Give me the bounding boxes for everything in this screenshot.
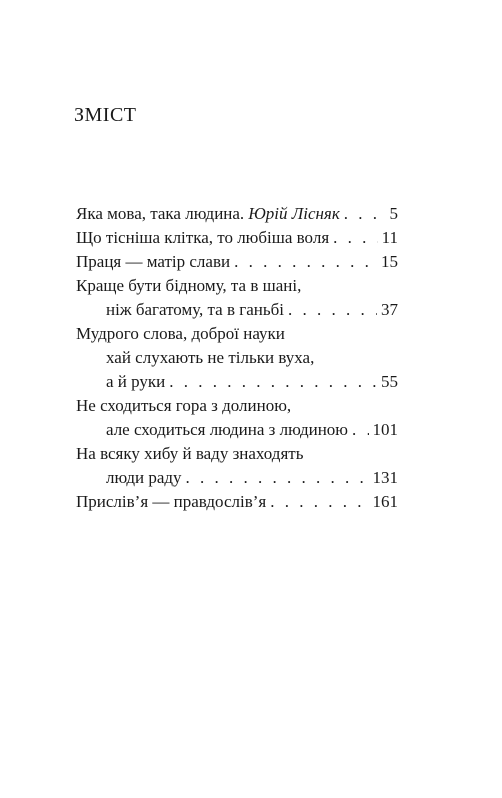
toc-entry-title: Не сходиться гора з долиною,	[76, 396, 292, 415]
toc-entry-title-continued: але сходиться людина з людиною	[106, 420, 348, 439]
toc-entry-author: Юрій Лісняк	[248, 204, 340, 223]
toc-entry-title: Мудрого слова, доброї науки	[76, 324, 285, 343]
toc-entry-page: 161	[372, 492, 398, 511]
toc-entry[interactable]	[76, 322, 398, 346]
toc-entry-continuation[interactable]	[76, 346, 398, 370]
dot-leader	[288, 298, 377, 322]
dot-leader	[333, 226, 377, 250]
toc-entry[interactable]	[76, 226, 398, 250]
toc-entry[interactable]	[76, 250, 398, 274]
toc-entry-continuation[interactable]	[76, 418, 398, 442]
toc-entry[interactable]	[76, 490, 398, 514]
toc-entry-title: Краще бути бідному, та в шані,	[76, 276, 302, 295]
toc-entry-title-continued: а й руки	[106, 372, 166, 391]
toc-entry-page: 101	[372, 420, 398, 439]
toc-entry-title: Яка мова, така людина.	[76, 204, 245, 223]
toc-entry-continuation[interactable]	[76, 466, 398, 490]
toc-entry[interactable]	[76, 202, 398, 226]
toc-entry[interactable]	[76, 442, 398, 466]
toc-entry-page: 37	[381, 300, 398, 319]
toc-entry-continuation[interactable]	[76, 370, 398, 394]
toc-entry-title-continued: люди раду	[106, 468, 182, 487]
dot-leader	[169, 370, 377, 394]
toc-entry-title: Праця — матір слави	[76, 252, 231, 271]
dot-leader	[186, 466, 369, 490]
toc-entry-title-continued: ніж багатому, та в ганьбі	[106, 300, 284, 319]
dot-leader	[270, 490, 368, 514]
toc-entry-title: Що тісніша клітка, то любіша воля	[76, 228, 330, 247]
toc-entry-title: На всяку хибу й ваду знаходять	[76, 444, 304, 463]
page-title: ЗМІСТ	[74, 104, 137, 126]
toc-entry-title: Прислів’я — правдослів’я	[76, 492, 267, 511]
toc-entry-page: 11	[381, 228, 398, 247]
dot-leader	[352, 418, 369, 442]
toc-entry-page: 5	[389, 204, 398, 223]
dot-leader	[344, 202, 386, 226]
toc-entry-continuation[interactable]	[76, 298, 398, 322]
toc-entry-page: 15	[381, 252, 398, 271]
toc-entry[interactable]	[76, 274, 398, 298]
table-of-contents	[76, 202, 398, 514]
toc-entry-page: 131	[372, 468, 398, 487]
dot-leader	[234, 250, 377, 274]
toc-entry-page: 55	[381, 372, 398, 391]
toc-entry-title-continued: хай слухають не тільки вуха,	[106, 348, 315, 367]
toc-entry[interactable]	[76, 394, 398, 418]
